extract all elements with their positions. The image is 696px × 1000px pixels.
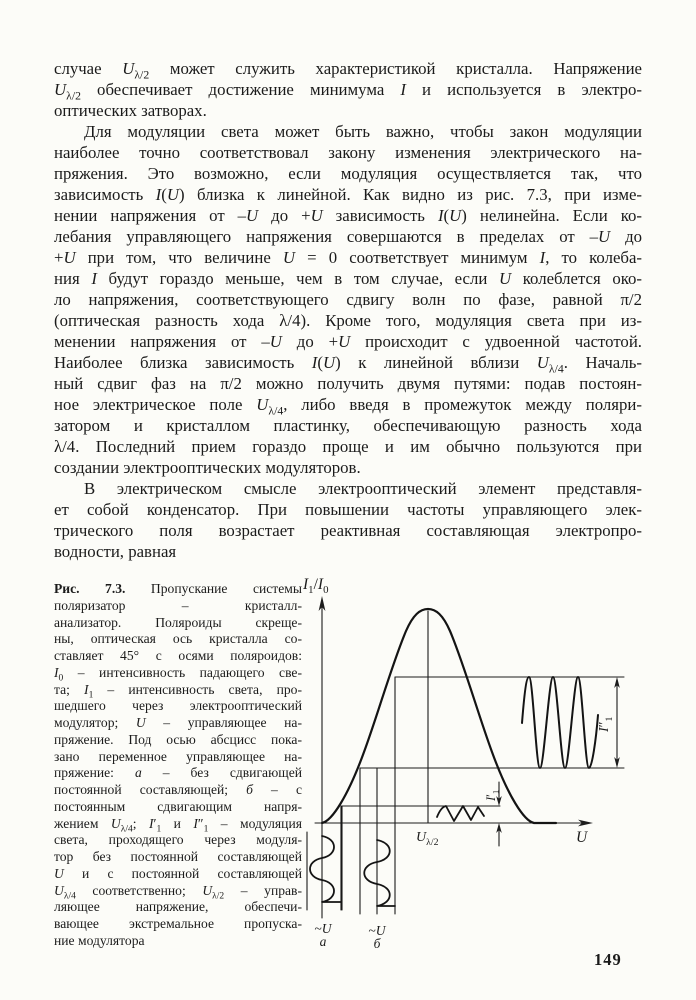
text-line: ный сдвиг фаз на π/2 можно получить двумя путями: подав постоян-: [54, 374, 642, 393]
peak-voltage-label: $U_{\lambda/2}$: [416, 830, 439, 848]
text-line: Для модуляции света может быть важно, чтобы закон модуляции: [84, 122, 642, 141]
caption-line: постоянной составляющей; б – с: [54, 782, 302, 797]
caption-line: ны, оптическая ось кристалла со-: [54, 631, 302, 647]
output-wave-small: [437, 806, 484, 821]
caption-line: зано переменное управляющее на-: [54, 748, 302, 764]
caption-line: ставляет 45° с осями поляроидов:: [54, 648, 302, 663]
caption-line: $U_{\lambda/4}$ соответственно; $U_{\lambda/2}$ – управ-: [54, 882, 302, 902]
page-number: 149: [594, 950, 622, 969]
text-line: зависимость I(U) близка к линейной. Как видно из рис. 7.3, при изме-: [54, 185, 642, 204]
text-line: В электрическом смысле электрооптический элемент представля-: [84, 479, 642, 498]
caption-line: ляющее напряжение, обеспечи-: [54, 899, 302, 915]
transmission-curve: [322, 609, 556, 823]
caption-line: шедшего через электрооптический: [54, 698, 302, 714]
figure-7-3: [300, 570, 694, 974]
text-line: +U при том, что величине U = 0 соответствует минимум I, то колеба-: [54, 248, 642, 267]
text-line: λ/4. Последний прием гораздо проще и им обычно пользуются при: [54, 437, 642, 456]
caption-line: вающее экстремальное пропуска-: [54, 916, 302, 931]
text-line: ло напряжения, соответствующего сдвигу волн по фазе, равной π/2: [54, 290, 642, 309]
figure-7-3-diagram: [300, 570, 694, 974]
text-line: трического поля возрастает реактивная составляющая электропро-: [54, 521, 642, 540]
text-line: $U_{\lambda/2}$ обеспечивает достижение минимума I и используется в электро-: [54, 80, 643, 103]
text-line: случае $U_{\lambda/2}$ может служить характеристикой кристалла. Напряжение: [54, 59, 643, 82]
caption-line: света, проходящего через модуля-: [54, 832, 302, 848]
caption-line: пряжение: а – без сдвигающей: [54, 765, 302, 781]
caption-line: жением $U_{\lambda/4}$; $I'_1$ и $I''_1$ – модуляция: [54, 815, 302, 835]
caption-line: анализатор. Поляроиды скреще-: [54, 614, 302, 630]
text-line: оптических затворах.: [54, 101, 207, 120]
text-line: водности, равная: [54, 542, 177, 561]
waveform-a-label: [306, 922, 340, 948]
waveform-b-label: [360, 924, 394, 950]
input-wave-a: [310, 836, 341, 902]
text-line: менении напряжения от –U до +U происходит с удвоенной частотой.: [54, 332, 642, 351]
waveform-b-letter: б: [373, 936, 381, 951]
caption-line: ние модулятора: [54, 932, 145, 948]
caption-line: U и с постоянной составляющей: [54, 865, 302, 881]
waveform-b-voltage: ~U: [368, 923, 386, 938]
text-line: ное электрическое поле $U_{\lambda/4}$, либо введя в промежуток между поляри-: [54, 395, 642, 418]
caption-line: тор без постоянной составляющей: [54, 849, 302, 864]
text-line: (оптическая разность хода λ/4). Кроме того, модуляция света при из-: [54, 311, 642, 330]
waveform-a-letter: а: [319, 934, 327, 949]
text-line: ет собой конденсатор. При повышении частоты управляющего элек-: [54, 500, 642, 519]
caption-line: модулятор; U – управляющее на-: [54, 715, 302, 730]
caption-line: поляризатор – кристалл-: [54, 597, 302, 613]
y-axis-label: $I_1/I_0$: [303, 576, 329, 597]
text-line: пряжения. Это возможно, если модуляция осуществляется так, что: [54, 164, 642, 183]
output-wave-large: [522, 677, 598, 768]
figure-caption: [54, 581, 302, 950]
text-line: затором и кристаллом пластинку, обеспечивающую разность хода: [54, 416, 642, 435]
dim-small-label: $I'_1$: [484, 789, 501, 801]
text-line: наиболее точно соответствовал закону изменения электрического на-: [54, 143, 642, 162]
caption-line: $I_0$ – интенсивность падающего све-: [54, 664, 302, 684]
text-line: Наиболее близка зависимость I(U) к линейной вблизи $U_{\lambda/4}$. Началь-: [54, 353, 642, 376]
body-text-block: [54, 58, 642, 562]
caption-line: постоянным сдвигающим напря-: [54, 798, 302, 814]
input-wave-b: [364, 840, 395, 906]
caption-line: пряжение. Под осью абсцисс пока-: [54, 731, 302, 747]
x-axis-label: U: [576, 829, 588, 846]
caption-line: Рис. 7.3. Пропускание системы: [54, 581, 302, 596]
waveform-a-voltage: ~U: [314, 921, 332, 936]
text-line: лебания управляющего напряжения совершаются в пределах от –U до: [54, 227, 643, 246]
text-line: ния I будут гораздо меньше, чем в том случае, если U колеблется око-: [54, 269, 642, 288]
text-line: создании электрооптических модуляторов.: [54, 458, 361, 477]
dim-large-label: $I''_1$: [597, 716, 615, 732]
caption-line: та; $I_1$ – интенсивность света, про-: [54, 681, 302, 701]
text-line: нении напряжения от –U до +U зависимость I(U) нелинейна. Если ко-: [54, 206, 642, 225]
